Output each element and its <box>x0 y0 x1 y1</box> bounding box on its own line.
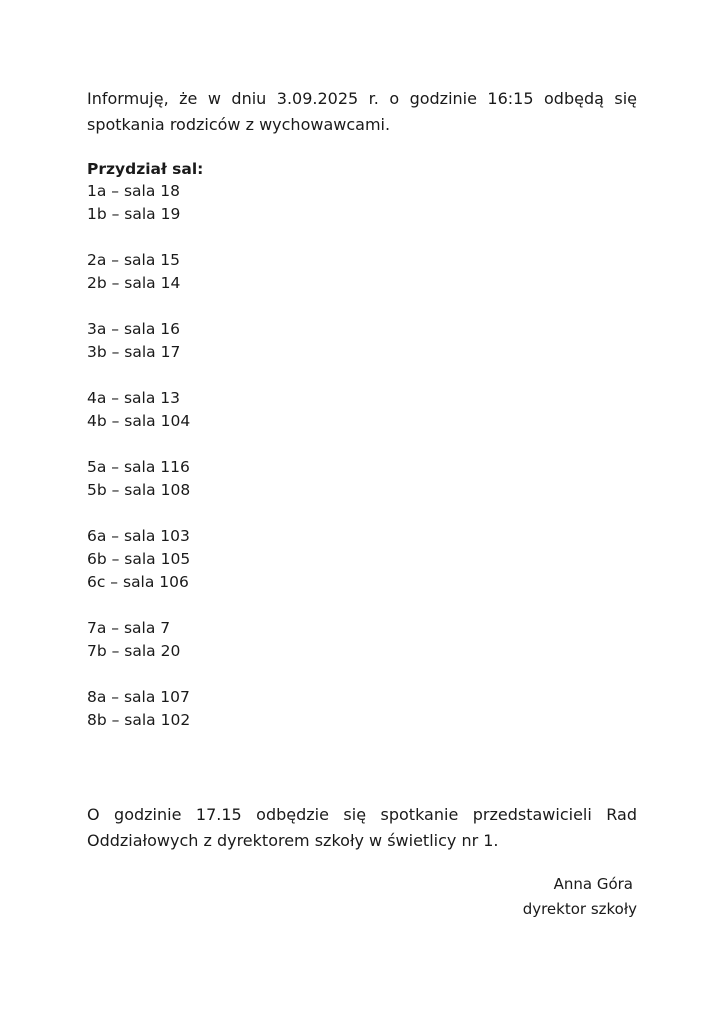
assignment-heading: Przydział sal: <box>87 160 204 178</box>
room-assignment-row: 2a – sala 15 <box>87 251 180 269</box>
room-assignment-row: 5a – sala 116 <box>87 458 190 476</box>
class-group <box>87 180 637 226</box>
room-assignment-row: 5b – sala 108 <box>87 481 191 499</box>
room-assignment-row: 3b – sala 17 <box>87 343 181 361</box>
class-group <box>87 387 637 433</box>
room-assignment-row: 1a – sala 18 <box>87 182 180 200</box>
room-assignment-row: 3a – sala 16 <box>87 320 180 338</box>
class-group <box>87 525 637 594</box>
room-assignment-row: 6a – sala 103 <box>87 527 190 545</box>
signature-role: dyrektor szkoły <box>522 900 637 918</box>
document-page <box>87 86 637 922</box>
signature-block <box>87 872 637 922</box>
room-assignment-list <box>87 180 637 732</box>
class-group <box>87 617 637 663</box>
intro-line-1: Informuję, że w dniu 3.09.2025 r. o godzinie 16:15 odbędą się <box>87 89 637 108</box>
class-group <box>87 686 637 732</box>
room-assignment-row: 6b – sala 105 <box>87 550 191 568</box>
room-assignment-row: 7a – sala 7 <box>87 619 171 637</box>
closing-paragraph <box>87 802 637 854</box>
room-assignment-row: 1b – sala 19 <box>87 205 181 223</box>
intro-line-2: spotkania rodziców z wychowawcami. <box>87 115 391 134</box>
closing-line-2: Oddziałowych z dyrektorem szkoły w świetlicy nr 1. <box>87 831 499 850</box>
room-assignment-row: 4a – sala 13 <box>87 389 180 407</box>
room-assignment-row: 6c – sala 106 <box>87 573 189 591</box>
intro-paragraph <box>87 86 637 138</box>
room-assignment-row: 8a – sala 107 <box>87 688 190 706</box>
class-group <box>87 318 637 364</box>
closing-line-1: O godzinie 17.15 odbędzie się spotkanie przedstawicieli Rad <box>87 805 637 824</box>
class-group <box>87 249 637 295</box>
room-assignment-row: 8b – sala 102 <box>87 711 191 729</box>
room-assignment-row: 7b – sala 20 <box>87 642 181 660</box>
room-assignment-row: 4b – sala 104 <box>87 412 191 430</box>
signature-name: Anna Góra <box>553 875 633 893</box>
room-assignment-row: 2b – sala 14 <box>87 274 181 292</box>
class-group <box>87 456 637 502</box>
